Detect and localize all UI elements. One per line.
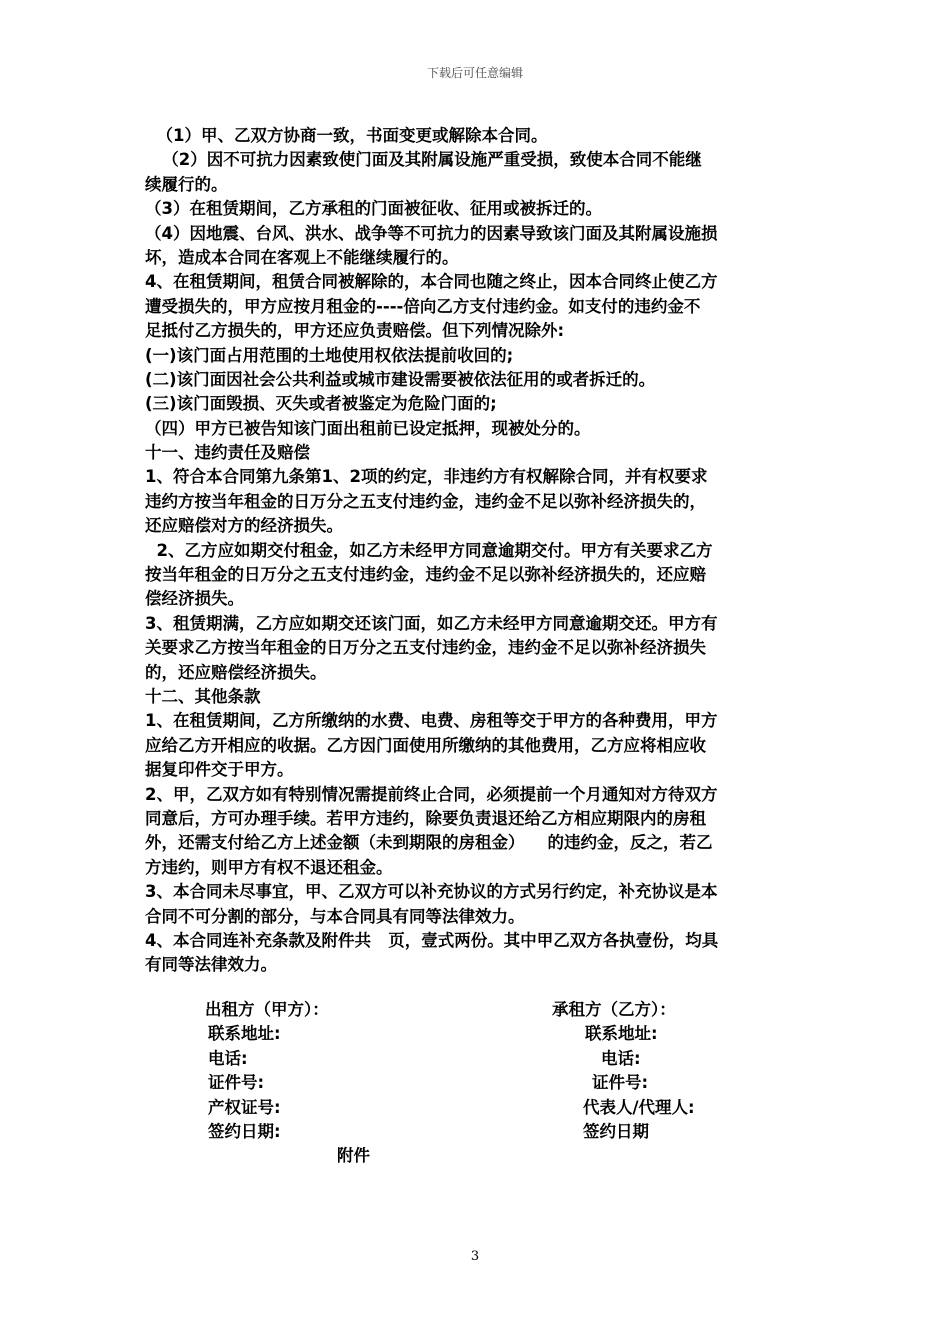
body-line: 2、甲，乙双方如有特别情况需提前终止合同，必须提前一个月通知对方待双方 <box>145 784 718 804</box>
lessee-field-label: 代表人/代理人: <box>583 1097 695 1117</box>
signature-row <box>0 1096 950 1120</box>
body-line: 1、在租赁期间，乙方所缴纳的水费、电费、房租等交于甲方的各种费用，甲方 <box>145 711 718 731</box>
body-line: 续履行的。 <box>145 174 228 194</box>
lessee-field-label: 电话: <box>601 1048 641 1068</box>
body-line: 方违约，则甲方有权不退还租金。 <box>145 857 393 877</box>
body-line: 1、符合本合同第九条第1、2项的约定，非违约方有权解除合同，并有权要求 <box>145 467 708 487</box>
signature-row <box>0 1022 950 1046</box>
attachment-label: 附件 <box>337 1146 370 1166</box>
lessor-field-label: 产权证号: <box>208 1097 281 1117</box>
body-line: （四）甲方已被告知该门面出租前已设定抵押，现被处分的。 <box>145 418 591 438</box>
lessor-field-label: 联系地址: <box>208 1024 281 1044</box>
lessee-field-label: 联系地址: <box>585 1024 658 1044</box>
body-line: 还应赔偿对方的经济损失。 <box>145 516 343 536</box>
signature-row <box>0 1071 950 1095</box>
body-line: 偿经济损失。 <box>145 589 244 609</box>
body-line: 4、在租赁期间，租赁合同被解除的，本合同也随之终止，因本合同终止使乙方 <box>145 272 718 292</box>
body-line: （2）因不可抗力因素致使门面及其附属设施严重受损，致使本合同不能继 <box>145 150 702 170</box>
lessor-field-label: 签约日期: <box>208 1121 281 1141</box>
body-line: 十一、违约责任及赔偿 <box>145 443 310 463</box>
lessor-field-label: 出租方（甲方）： <box>205 1000 329 1019</box>
lessee-field-label: 承租方（乙方）： <box>552 1000 676 1019</box>
body-line: 3、租赁期满，乙方应如期交还该门面，如乙方未经甲方同意逾期交还。甲方有 <box>145 613 718 633</box>
body-line: 同意后，方可办理手续。若甲方违约，除要负责退还给乙方相应期限内的房租 <box>145 808 706 828</box>
signature-row <box>0 1047 950 1071</box>
signature-row <box>0 1120 950 1144</box>
lessee-field-label: 证件号: <box>592 1073 649 1093</box>
body-line: (三)该门面毁损、灭失或者被鉴定为危险门面的; <box>145 394 497 414</box>
body-line: 2、乙方应如期交付租金，如乙方未经甲方同意逾期交付。甲方有关要求乙方 <box>145 540 713 560</box>
lessee-field-label: 签约日期 <box>583 1121 649 1141</box>
body-line: (一)该门面占用范围的土地使用权依法提前收回的; <box>145 345 514 365</box>
body-line: 有同等法律效力。 <box>145 955 277 975</box>
body-line: 的，还应赔偿经济损失。 <box>145 662 327 682</box>
signature-row <box>0 998 950 1022</box>
body-line: 合同不可分割的部分，与本合同具有同等法律效力。 <box>145 906 525 926</box>
body-line: 应给乙方开相应的收据。乙方因门面使用所缴纳的其他费用，乙方应将相应收 <box>145 735 706 755</box>
body-line: （1）甲、乙双方协商一致，书面变更或解除本合同。 <box>145 126 548 145</box>
lessor-field-label: 电话: <box>208 1048 248 1068</box>
attachment-row <box>0 1144 950 1168</box>
body-line: 十二、其他条款 <box>145 686 261 706</box>
body-line: （3）在租赁期间，乙方承租的门面被征收、征用或被拆迁的。 <box>145 199 602 219</box>
body-line: 外，还需支付给乙方上述金额（未到期限的房租金） 的违约金，反之，若乙 <box>145 833 713 853</box>
page-number: 3 <box>470 1249 480 1264</box>
body-line: 关要求乙方按当年租金的日万分之五支付违约金，违约金不足以弥补经济损失 <box>145 638 706 658</box>
body-line: 足抵付乙方损失的，甲方还应负责赔偿。但下列情况除外: <box>145 321 565 341</box>
body-line: 据复印件交于甲方。 <box>145 760 294 780</box>
body-line: 4、本合同连补充条款及附件共 页，壹式两份。其中甲乙双方各执壹份，均具 <box>145 930 719 950</box>
body-line: 违约方按当年租金的日万分之五支付违约金，违约金不足以弥补经济损失的， <box>145 491 706 511</box>
body-line: 遭受损失的，甲方应按月租金的----倍向乙方支付违约金。如支付的违约金不 <box>145 296 701 316</box>
lessor-field-label: 证件号: <box>208 1073 265 1093</box>
body-line: 坏，造成本合同在客观上不能继续履行的。 <box>145 247 459 267</box>
header-watermark: 下载后可任意编辑 <box>426 66 523 80</box>
signature-block <box>0 998 950 1169</box>
body-line: (二)该门面因社会公共利益或城市建设需要被依法征用的或者拆迁的。 <box>145 369 656 389</box>
contract-body <box>145 124 810 978</box>
body-line: 3、本合同未尽事宜，甲、乙双方可以补充协议的方式另行约定，补充协议是本 <box>145 882 718 902</box>
body-line: 按当年租金的日万分之五支付违约金，违约金不足以弥补经济损失的，还应赔 <box>145 565 706 585</box>
body-line: （4）因地震、台风、洪水、战争等不可抗力的因素导致该门面及其附属设施损 <box>145 223 718 243</box>
